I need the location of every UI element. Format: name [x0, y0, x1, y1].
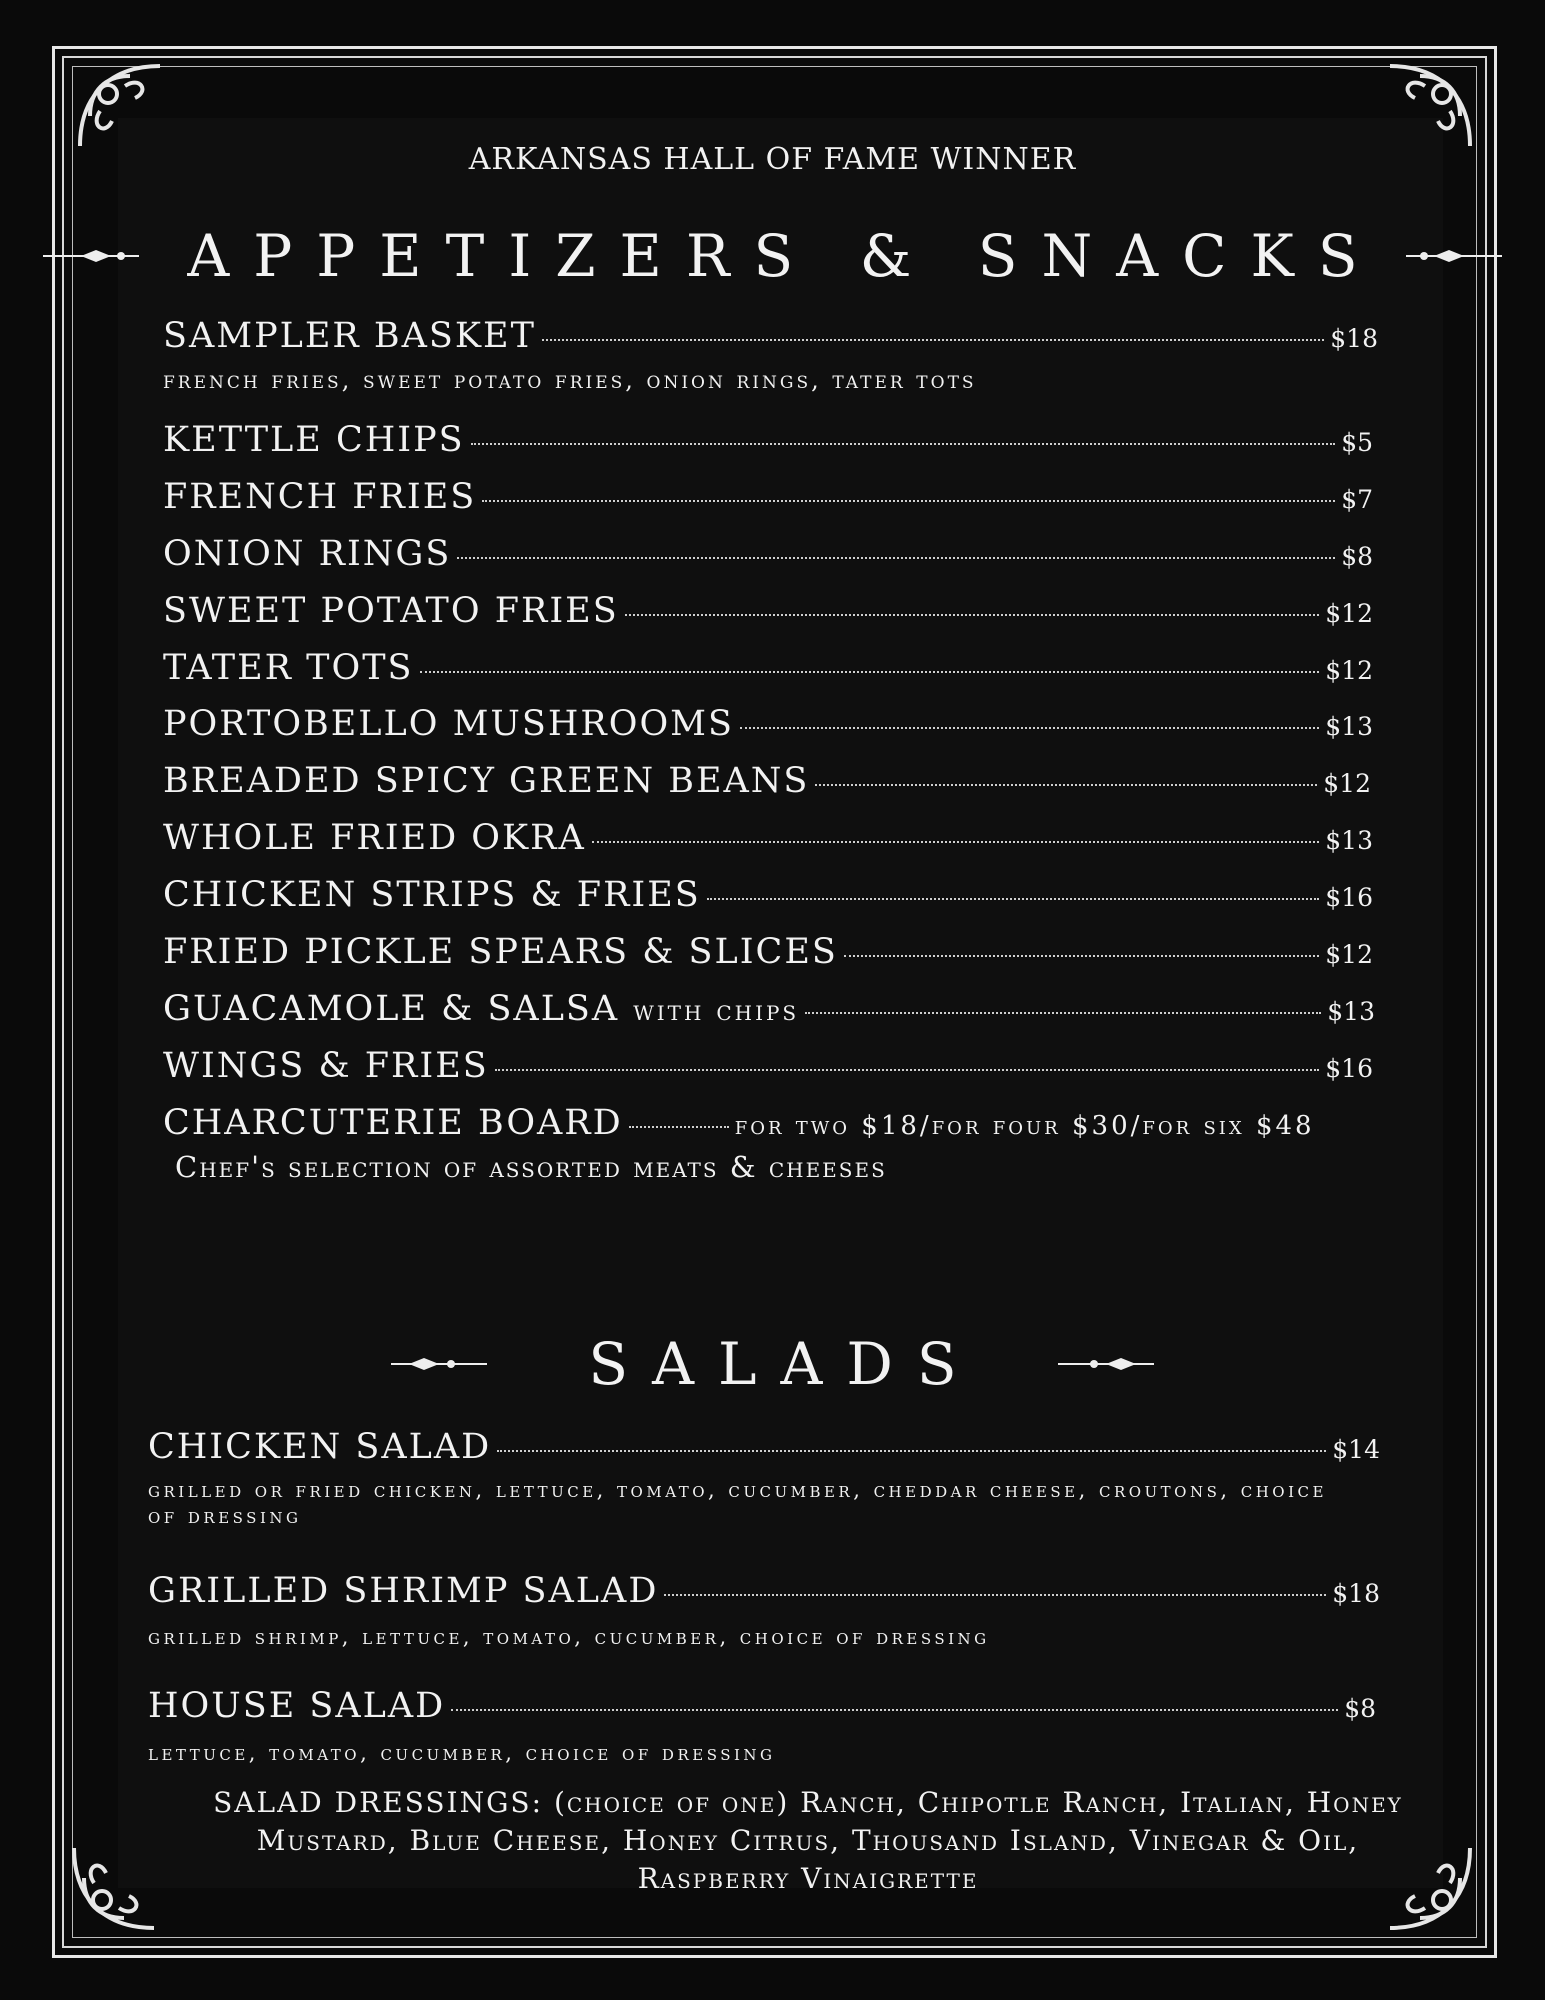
- leader-dots: [664, 1594, 1326, 1596]
- item-name: CHICKEN SALAD: [148, 1427, 492, 1467]
- item-price: $5: [1341, 428, 1373, 457]
- item-price: $16: [1325, 883, 1373, 912]
- menu-item: [163, 761, 1371, 801]
- ornament-right-icon: [1056, 1354, 1156, 1374]
- ornament-left-icon: [389, 1354, 489, 1374]
- item-price: $8: [1344, 1694, 1376, 1723]
- menu-item: [163, 989, 1375, 1029]
- item-name: TATER TOTS: [163, 648, 414, 688]
- leader-dots: [629, 1126, 729, 1128]
- item-name: HOUSE SALAD: [148, 1686, 446, 1726]
- leader-dots: [497, 1450, 1326, 1452]
- item-name: WHOLE FRIED OKRA: [163, 818, 586, 858]
- appetizers-heading: [0, 222, 1545, 290]
- leader-dots: [471, 443, 1336, 445]
- leader-dots: [805, 1012, 1321, 1014]
- leader-dots: [542, 339, 1324, 341]
- menu-item: [163, 477, 1373, 517]
- menu-item: [163, 1103, 1373, 1143]
- leader-dots: [495, 1069, 1320, 1071]
- item-suffix: with chips: [633, 994, 800, 1027]
- leader-dots: [707, 898, 1320, 900]
- item-price: $13: [1325, 826, 1373, 855]
- menu-item: [163, 875, 1373, 915]
- item-price: $13: [1327, 997, 1375, 1026]
- corner-flourish-icon: [1380, 56, 1480, 156]
- ornament-right-icon: [1404, 246, 1504, 266]
- item-price: $7: [1341, 485, 1373, 514]
- item-price: $14: [1332, 1435, 1380, 1464]
- leader-dots: [815, 784, 1317, 786]
- item-description: grilled shrimp, lettuce, tomato, cucumber, choice of dressing: [148, 1625, 990, 1649]
- menu-item: [163, 420, 1373, 460]
- menu-item: [163, 704, 1373, 744]
- leader-dots: [844, 955, 1319, 957]
- ornament-left-icon: [41, 246, 141, 266]
- menu-item: [163, 1046, 1373, 1086]
- award-banner: ARKANSAS HALL OF FAME WINNER: [468, 142, 1077, 177]
- item-description: french fries, sweet potato fries, onion rings, tater tots: [163, 366, 977, 394]
- item-name: WINGS & FRIES: [163, 1046, 489, 1086]
- item-name: FRIED PICKLE SPEARS & SLICES: [163, 932, 838, 972]
- leader-dots: [451, 1709, 1338, 1711]
- menu-item: [163, 591, 1373, 631]
- menu-item: [163, 534, 1373, 574]
- item-name: GRILLED SHRIMP SALAD: [148, 1571, 659, 1611]
- salads-heading: [0, 1330, 1545, 1398]
- menu-item: [148, 1427, 1380, 1467]
- item-name: SWEET POTATO FRIES: [163, 591, 619, 631]
- leader-dots: [592, 841, 1320, 843]
- leader-dots: [482, 500, 1335, 502]
- item-price: $12: [1325, 656, 1373, 685]
- leader-dots: [457, 557, 1335, 559]
- menu-item: [163, 932, 1373, 972]
- item-name: CHICKEN STRIPS & FRIES: [163, 875, 701, 915]
- corner-flourish-icon: [64, 1838, 164, 1938]
- leader-dots: [420, 671, 1320, 673]
- item-name: GUACAMOLE & SALSA: [163, 989, 620, 1029]
- item-name: KETTLE CHIPS: [163, 420, 465, 460]
- item-price: $18: [1332, 1579, 1380, 1608]
- leader-dots: [740, 727, 1319, 729]
- menu-item: [163, 818, 1373, 858]
- menu-item: [148, 1686, 1376, 1726]
- item-price: $13: [1325, 712, 1373, 741]
- item-price: $12: [1325, 599, 1373, 628]
- item-price: $8: [1341, 542, 1373, 571]
- menu-item: [163, 316, 1378, 356]
- section-title: SALADS: [588, 1330, 981, 1398]
- item-description: lettuce, tomato, cucumber, choice of dressing: [148, 1741, 776, 1765]
- item-price: $16: [1325, 1054, 1373, 1083]
- item-name: SAMPLER BASKET: [163, 316, 536, 356]
- item-options: for two $18/for four $30/for six $48: [734, 1111, 1315, 1141]
- menu-item: [163, 648, 1373, 688]
- item-price: $12: [1323, 769, 1371, 798]
- item-name: BREADED SPICY GREEN BEANS: [163, 761, 810, 801]
- item-description: grilled or fried chicken, lettuce, tomato, cucumber, cheddar cheese, croutons, choice of dressing: [148, 1478, 1327, 1528]
- item-name: PORTOBELLO MUSHROOMS: [163, 704, 734, 744]
- section-title: APPETIZERS & SNACKS: [187, 222, 1382, 290]
- item-name: FRENCH FRIES: [163, 477, 477, 517]
- leader-dots: [625, 614, 1320, 616]
- menu-item: [148, 1571, 1380, 1611]
- corner-flourish-icon: [70, 56, 170, 156]
- item-name: ONION RINGS: [163, 534, 452, 574]
- item-name: CHARCUTERIE BOARD: [163, 1103, 623, 1143]
- salad-dressings: SALAD DRESSINGS: (choice of one) Ranch, Chipotle Ranch, Italian, Honey Mustard, Blue Cheese, Honey Citrus, Thousand Island, Vinegar & Oil, Raspberry Vinaigrette: [213, 1786, 1403, 1895]
- item-price: $12: [1325, 940, 1373, 969]
- item-description: Chef's selection of assorted meats & cheeses: [175, 1150, 887, 1184]
- item-price: $18: [1330, 324, 1378, 353]
